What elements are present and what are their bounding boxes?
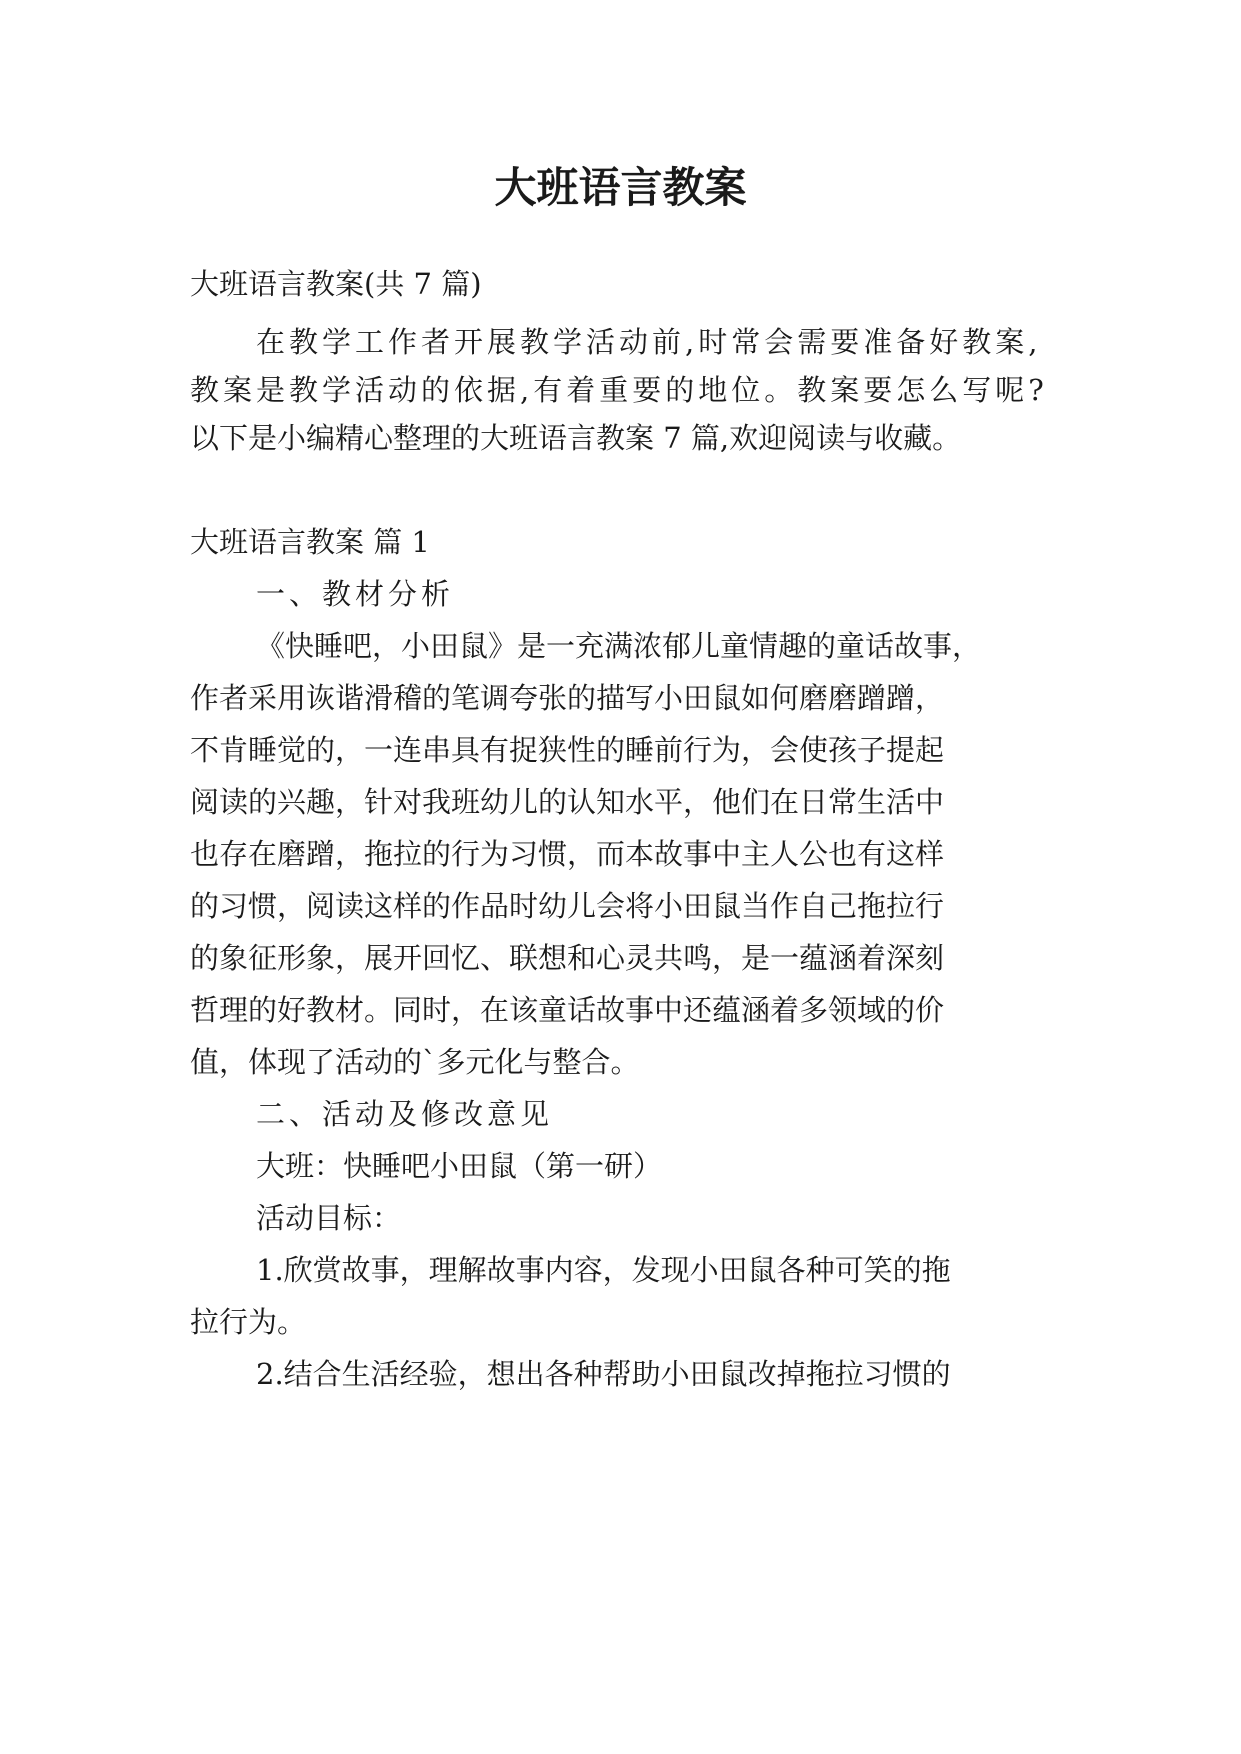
paragraph-line: 的习惯，阅读这样的作品时幼儿会将小田鼠当作自己拖拉行 <box>190 889 945 923</box>
subheading-activity: 二、活动及修改意见 <box>256 1097 554 1131</box>
paragraph-line: 阅读的兴趣，针对我班幼儿的认知水平，他们在日常生活中 <box>190 785 945 819</box>
intro-line-3: 以下是小编精心整理的大班语言教案 7 篇,欢迎阅读与收藏。 <box>190 421 962 455</box>
paragraph-line: 也存在磨蹭，拖拉的行为习惯，而本故事中主人公也有这样 <box>190 837 945 871</box>
document-title: 大班语言教案 <box>494 163 747 212</box>
section-heading: 大班语言教案 篇 1 <box>190 525 430 559</box>
paragraph-line: 不肯睡觉的，一连串具有捉狭性的睡前行为，会使孩子提起 <box>190 733 945 767</box>
paragraph-line: 的象征形象，展开回忆、联想和心灵共鸣，是一蕴涵着深刻 <box>190 941 945 975</box>
subheading-material-analysis: 一、教材分析 <box>256 577 455 611</box>
paragraph-line: 值，体现了活动的`多元化与整合。 <box>190 1045 640 1079</box>
paragraph-line: 作者采用诙谐滑稽的笔调夸张的描写小田鼠如何磨磨蹭蹭， <box>190 681 945 715</box>
paragraph-line: 哲理的好教材。同时，在该童话故事中还蕴涵着多领域的价 <box>190 993 945 1027</box>
goal-item-continued: 拉行为。 <box>190 1305 307 1339</box>
document-body <box>190 0 1070 1754</box>
activity-goals-label: 活动目标： <box>256 1201 402 1235</box>
goal-item: 1.欣赏故事，理解故事内容，发现小田鼠各种可笑的拖 <box>256 1253 951 1287</box>
collection-heading: 大班语言教案(共 7 篇) <box>190 267 482 301</box>
paragraph-line: 《快睡吧，小田鼠》是一充满浓郁儿童情趣的童话故事， <box>256 629 982 663</box>
intro-line-1: 在教学工作者开展教学活动前,时常会需要准备好教案, <box>256 325 1042 359</box>
goal-item: 2.结合生活经验，想出各种帮助小田鼠改掉拖拉习惯的 <box>256 1357 951 1391</box>
intro-line-2: 教案是教学活动的依据,有着重要的地位。教案要怎么写呢? <box>190 373 1048 407</box>
activity-title: 大班：快睡吧小田鼠（第一研） <box>256 1149 663 1183</box>
